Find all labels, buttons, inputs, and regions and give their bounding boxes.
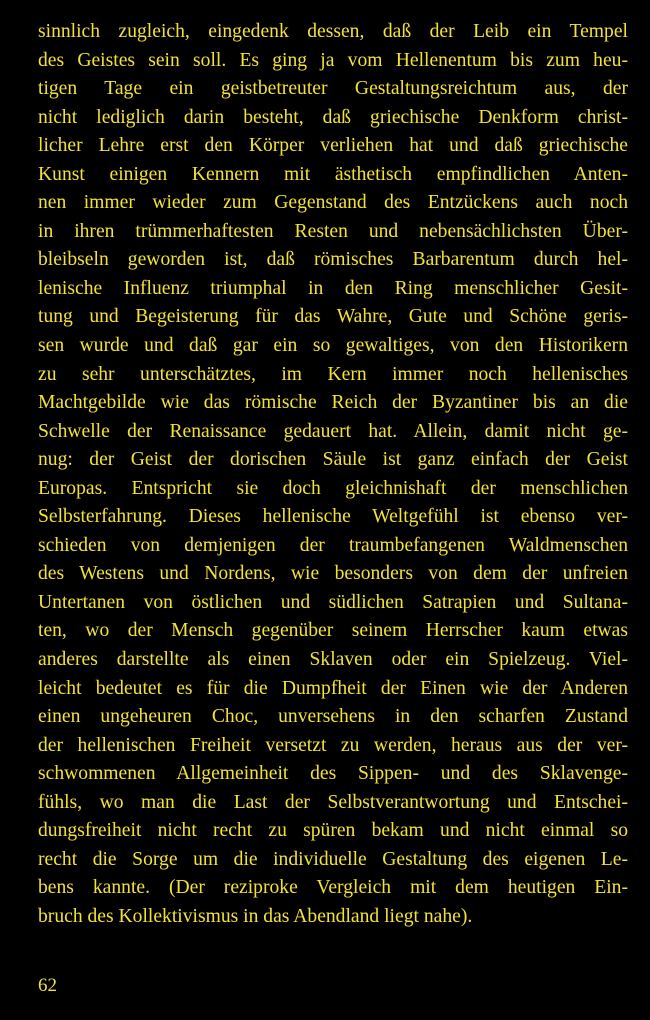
text-line: nug: der Geist der dorischen Säule ist ganz einfach der Geist	[38, 449, 628, 471]
text-line: nicht lediglich darin besteht, daß griechische Denkform christ-	[38, 106, 628, 128]
text-line: zu sehr unterschätztes, im Kern immer noch hellenisches	[38, 363, 628, 385]
text-line: der hellenischen Freiheit versetzt zu werden, heraus aus der ver-	[38, 734, 628, 756]
text-line: schieden von demjenigen der traumbefangenen Waldmenschen	[38, 534, 628, 556]
text-line: des Westens und Nordens, wie besonders von dem der unfreien	[38, 563, 628, 585]
text-line: sinnlich zugleich, eingedenk dessen, daß der Leib ein Tempel	[38, 21, 628, 42]
text-line: Schwelle der Renaissance gedauert hat. Allein, damit nicht ge-	[38, 420, 628, 442]
text-line: Selbsterfahrung. Dieses hellenische Weltgefühl ist ebenso ver-	[38, 506, 628, 528]
body-text	[38, 18, 628, 932]
text-line: recht die Sorge um die individuelle Gestaltung des eigenen Le-	[38, 848, 628, 870]
text-line: tigen Tage ein geistbetreuter Gestaltungsreichtum aus, der	[38, 78, 628, 100]
text-line: licher Lehre erst den Körper verliehen hat und daß griechische	[38, 135, 628, 157]
text-line: bens kannte. (Der reziproke Vergleich mit dem heutigen Ein-	[38, 877, 628, 899]
text-line: fühls, wo man die Last der Selbstverantwortung und Entschei-	[38, 791, 628, 813]
text-line: Kunst einigen Kennern mit ästhetisch empfindlichen Anten-	[38, 163, 628, 185]
page-number: 62	[38, 975, 57, 996]
text-line: nen immer wieder zum Gegenstand des Entzückens auch noch	[38, 192, 628, 214]
text-line: Europas. Entspricht sie doch gleichnishaft der menschlichen	[38, 477, 628, 499]
text-line: tung und Begeisterung für das Wahre, Gute und Schöne geris-	[38, 306, 628, 328]
text-line: sen wurde und daß gar ein so gewaltiges, von den Historikern	[38, 335, 628, 357]
text-line: schwommenen Allgemeinheit des Sippen- und des Sklavenge-	[38, 763, 628, 785]
text-line: des Geistes sein soll. Es ging ja vom Hellenentum bis zum heu-	[38, 49, 628, 71]
text-line: leicht bedeutet es für die Dumpfheit der Einen wie der Anderen	[38, 677, 628, 699]
text-line: Untertanen von östlichen und südlichen Satrapien und Sultana-	[38, 591, 628, 613]
text-line: bleibseln geworden ist, daß römisches Barbarentum durch hel-	[38, 249, 628, 271]
text-line: dungsfreiheit nicht recht zu spüren bekam und nicht einmal so	[38, 820, 628, 842]
text-line: in ihren trümmerhaftesten Resten und nebensächlichsten Über-	[38, 220, 628, 242]
text-line: ten, wo der Mensch gegenüber seinem Herrscher kaum etwas	[38, 620, 628, 642]
text-line: Machtgebilde wie das römische Reich der Byzantiner bis an die	[38, 392, 628, 414]
text-line: lenische Influenz triumphal in den Ring menschlicher Gesit-	[38, 277, 628, 299]
text-line: anderes darstellte als einen Sklaven oder ein Spielzeug. Viel-	[38, 649, 628, 671]
text-line-last: bruch des Kollektivismus in das Abendland liegt nahe).	[38, 905, 473, 927]
text-line: einen ungeheuren Choc, unversehens in den scharfen Zustand	[38, 706, 628, 728]
